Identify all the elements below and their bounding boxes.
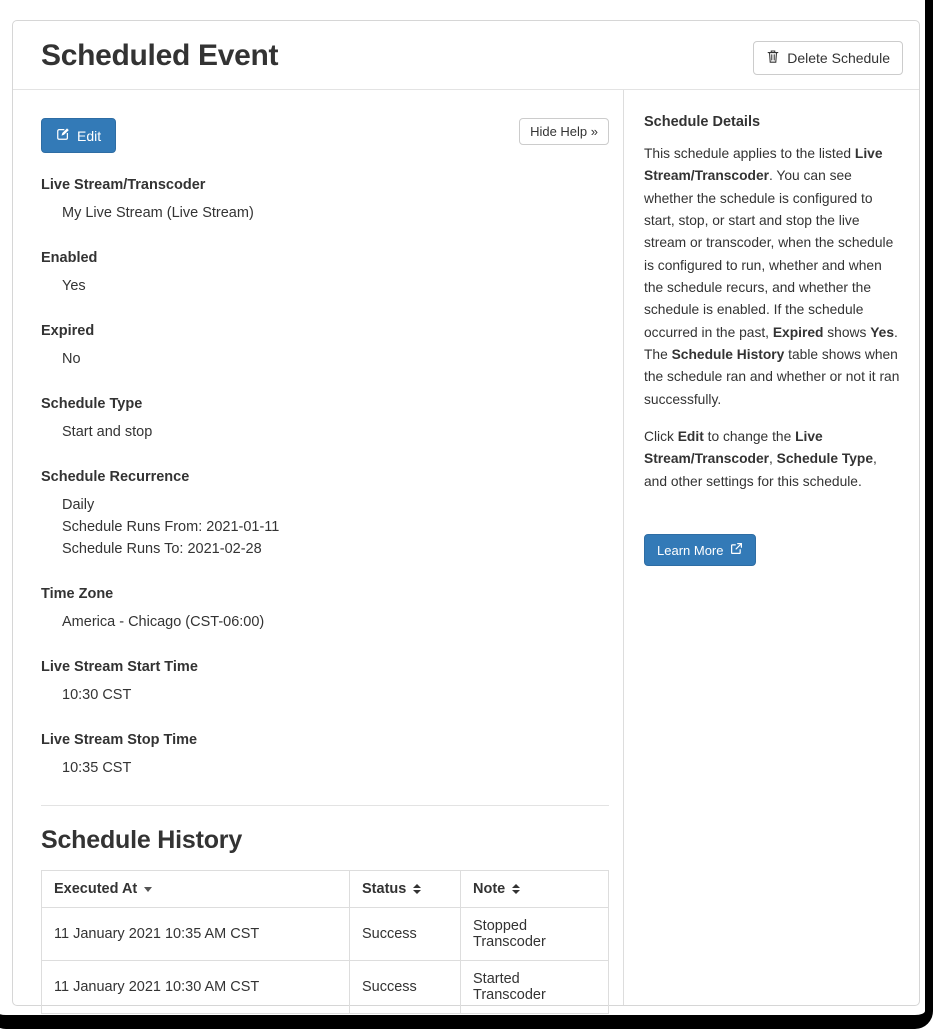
sort-desc-icon: [144, 887, 152, 892]
help-paragraph: This schedule applies to the listed Live Stream/Transcoder. You can see whether the schedule is configured to start, stop, or start and stop the live stream or transcoder, when the schedule is configured to run, whether and when the schedule recurs, and whether the schedule is enabled. If the schedule occurred in the past, Expired shows Yes. The Schedule History table shows when the schedule ran and whether or not it ran successfully.: [644, 146, 900, 407]
field-live-stream-stop-time: [41, 732, 609, 779]
scheduled-event-panel: [12, 20, 920, 1006]
field-schedule-type: [41, 396, 609, 443]
schedule-history-table: [41, 870, 609, 1014]
toolbar-row: [41, 118, 609, 153]
field-label: Schedule Type: [41, 396, 143, 412]
field-enabled: [41, 250, 609, 297]
table-cell: Success: [350, 908, 461, 961]
edit-icon: [56, 127, 70, 144]
field-value: Daily: [62, 497, 95, 513]
field-live-stream-transcoder: [41, 177, 609, 224]
table-row: [42, 908, 609, 961]
sort-icon: [512, 884, 520, 894]
column-header-note[interactable]: [461, 871, 609, 908]
trash-icon: [766, 49, 780, 67]
field-label: Enabled: [41, 250, 98, 266]
field-list: [41, 177, 609, 779]
field-value: 10:35 CST: [62, 760, 132, 776]
edit-button-label: Edit: [77, 127, 102, 144]
column-header-status[interactable]: [350, 871, 461, 908]
help-sidebar: [623, 90, 919, 1005]
delete-schedule-label: Delete Schedule: [787, 50, 890, 66]
field-live-stream-start-time: [41, 659, 609, 706]
hide-help-label: Hide Help »: [530, 124, 598, 139]
field-label: Live Stream Stop Time: [41, 732, 198, 748]
column-label: Executed At: [54, 881, 138, 897]
field-value: Schedule Runs From: 2021-01-11: [62, 519, 280, 535]
panel-header: [13, 21, 919, 75]
field-label: Time Zone: [41, 586, 114, 602]
help-title: Schedule Details: [644, 114, 761, 130]
field-label: Expired: [41, 323, 95, 339]
field-label: Live Stream/Transcoder: [41, 177, 206, 193]
help-paragraph: Click Edit to change the Live Stream/Transcoder, Schedule Type, and other settings for this schedule.: [644, 429, 877, 489]
field-value: Schedule Runs To: 2021-02-28: [62, 541, 262, 557]
table-row: [42, 961, 609, 1014]
field-value: 10:30 CST: [62, 687, 132, 703]
table-header-row: [42, 871, 609, 908]
column-header-executed-at[interactable]: [42, 871, 350, 908]
external-link-icon: [730, 542, 743, 558]
delete-schedule-button[interactable]: [753, 41, 903, 75]
field-value: America - Chicago (CST-06:00): [62, 614, 265, 630]
field-value: My Live Stream (Live Stream): [62, 205, 254, 221]
panel-body: [13, 90, 919, 1005]
field-schedule-recurrence: [41, 469, 609, 560]
field-value: No: [62, 351, 81, 367]
schedule-history-title: Schedule History: [41, 826, 243, 854]
field-time-zone: [41, 586, 609, 633]
learn-more-button[interactable]: [644, 534, 756, 566]
history-section-divider: [41, 805, 609, 806]
table-cell: 11 January 2021 10:30 AM CST: [42, 961, 350, 1014]
table-cell: 11 January 2021 10:35 AM CST: [42, 908, 350, 961]
hide-help-button[interactable]: [519, 118, 609, 145]
table-cell: Stopped Transcoder: [461, 908, 609, 961]
help-paragraphs: [644, 143, 901, 493]
table-cell: Started Transcoder: [461, 961, 609, 1014]
field-value: Start and stop: [62, 424, 153, 440]
table-cell: Success: [350, 961, 461, 1014]
learn-more-label: Learn More: [657, 542, 724, 558]
edit-button[interactable]: [41, 118, 116, 153]
field-label: Schedule Recurrence: [41, 469, 190, 485]
field-expired: [41, 323, 609, 370]
main-column: [13, 90, 623, 1005]
column-label: Status: [362, 881, 407, 897]
column-label: Note: [473, 881, 506, 897]
field-value: Yes: [62, 278, 86, 294]
field-label: Live Stream Start Time: [41, 659, 198, 675]
page-title: Scheduled Event: [41, 39, 279, 72]
sort-icon: [413, 884, 421, 894]
